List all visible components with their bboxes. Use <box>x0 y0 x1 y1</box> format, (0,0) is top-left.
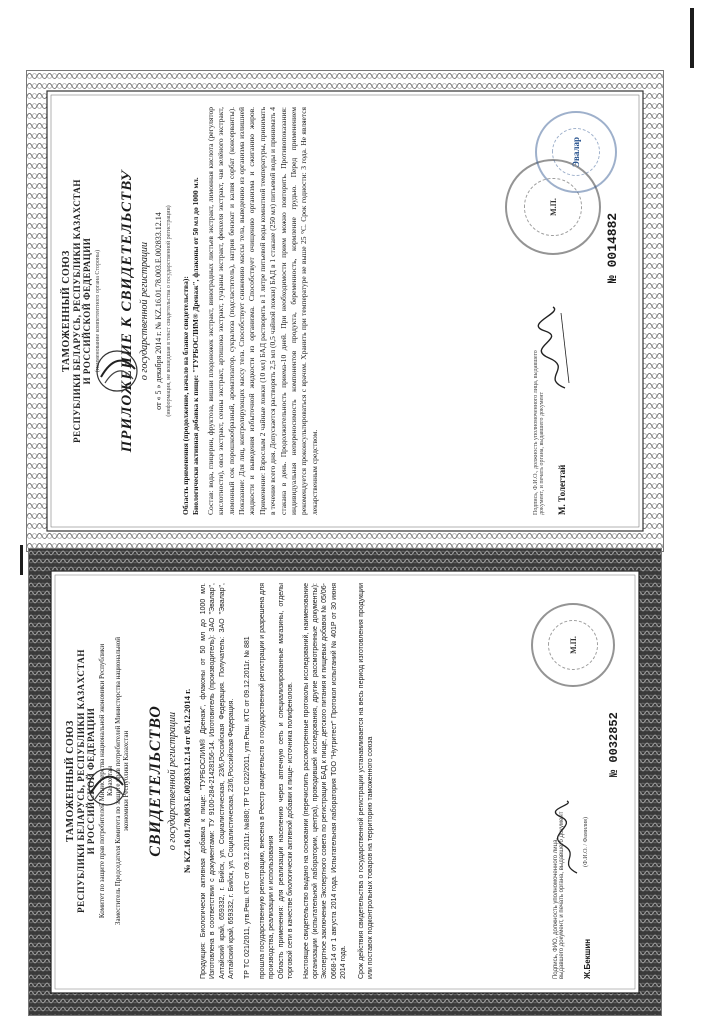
union-title: ТАМОЖЕННЫЙ СОЮЗ <box>65 720 76 842</box>
appendix-date-line: от « 5 » декабря 2014 г. № KZ.16.01.78.003.Е.002833.12.14 <box>154 212 163 410</box>
authority-line-2: Казахстан <box>106 766 114 796</box>
composition-body: Состав: вода, глицерин, фруктоза, вишни плодоножек экстракт, виноградных листьев экстракт, лимонная кислота (регулятор кислотности), овса экстракт, сенны экстракт, артишока экстракт, гуараны экстракт, фенхеля экстракт, чая зелёного экстракт, лимонный сок порошкообразный, ароматизатор, сукралоза (подсластитель), натрия бензоат и калия сорбат (консерванты). Показание: Для лиц, контролирующих массу тела. Способствует снижению массы тела, выведению из организма излишней жидкости и выведения избыточной жидкости из организма. Способствует очищению организма и сжиганию жиров. Применение: Взрослым 2 чайные ложки (10 мл) БАД растворить в 1 литре питьевой воды комнатной температуры, принимать в течение всего дня. Допускается растворять 2,5 мл (0,5 чайной ложки) БАД в 1 стакане (250 мл) питьевой воды и принимать 4 стакана в день. Продолжительность приема-10 дней. При необходимости прием можно повторить. Противопоказания: индивидуальная непереносимость компонентов продукта, беременность, кормление грудью. Перед применением рекомендуется проконсультироваться с врачом. Хранить при температуре не выше 25 °С. Срок годности: 3 года. Не является лекарственным средством. <box>205 107 319 515</box>
appendix-date-caption: (информация, не вошедшая в текст свидетельства о государственной регистрации) <box>166 205 172 417</box>
signer-name: М. Толегтай <box>557 464 567 515</box>
validity-text: Срок действия свидетельства о государственной регистрации устанавливается на весь период изготовления продукции или поставок подконтрольных товаров на территорию таможенного союза <box>357 583 375 979</box>
registry-text: прошла государственную регистрацию, внесена в Реестр свидетельств о государственной регистрации и разрешена для производства, реализации и использования <box>259 583 276 979</box>
stamp-mp: М.П. <box>524 178 581 235</box>
countries-line-2: И РОССИЙСКОЙ ФЕДЕРАЦИИ <box>82 237 92 385</box>
customs-union-emblem <box>79 759 135 815</box>
usage-text: Область применения: для реализации населению через аптечную сеть и специализированные магазины, отделы торговой сети в качестве биологически активной добавки к пище- источника полифенолов. <box>277 583 295 979</box>
appendix-subtitle: о государственной регистрации <box>139 241 150 381</box>
authority-line-3: Заместитель Председателя Комитета по защите прав потребителей Министерства национальной <box>114 636 122 926</box>
certificate-title: СВИДЕТЕЛЬСТВО <box>147 705 164 857</box>
manufacturer-logo-text: Эвалар <box>552 128 601 177</box>
signer-caption: (Ф.И.О. / Фамилия) <box>583 817 589 867</box>
stamp-mp: М.П. <box>548 620 598 670</box>
scope-line: Область применения (продолжение, начало на бланке свидетельства): <box>181 276 190 515</box>
scan-edge-right-top <box>690 8 694 68</box>
certificate-subtitle: о государственной регистрации <box>167 711 178 851</box>
signature-scribble <box>553 797 583 877</box>
authority-line-1: Комитет по защите прав потребителей Министерства национальной экономики Республики <box>98 643 106 919</box>
countries-line-1: РЕСПУБЛИКИ БЕЛАРУСЬ, РЕСПУБЛИКИ КАЗАХСТАН <box>72 179 82 443</box>
authority-line-4: экономики Республики Казахстан <box>122 730 130 832</box>
product-line: Биологически активная добавка к пище: "ТУРБОСЛИМ® Дренаж", флаконы от 50 мл до 1000 мл. <box>191 177 201 515</box>
appendix-certificate <box>26 70 664 552</box>
appendix-content <box>57 99 637 523</box>
product-description: Продукция: Биологически активная добавка к пище: "ТУРБОСЛИМ® Дренаж", флаконы от 50 мл до 1000 мл. Изготовлена в соответствии с документами: ТУ 9100-284-21428156-14. Изготовитель (производитель): ЗАО "Эвалар", Алтайский край, 659332, г. Бийск, ул. Социалистическая, 23/6,Российская Федерация. Получатель: ЗАО "Эвалар", Алтайский край, 659332, г. Бийск, ул. Социалистическая, 23/6,Российская Федерация. <box>200 583 236 979</box>
official-stamp <box>531 603 615 687</box>
countries-line-2: И РОССИЙСКОЙ ФЕДЕРАЦИИ <box>86 707 96 855</box>
signer-name: Ж.Бекшин <box>583 938 592 979</box>
authority-caption: (наименование компетентного органа Стороны) <box>95 249 101 373</box>
countries-line-1: РЕСПУБЛИКИ БЕЛАРУСЬ, РЕСПУБЛИКИ КАЗАХСТАН <box>76 649 86 913</box>
signature-caption: Подпись, Ф.И.О., должность уполномоченного лица, выдавшего документ, и печать органа, выдавшего документ <box>533 350 545 515</box>
manufacturer-stamp <box>535 111 617 193</box>
signature-scribble <box>535 303 575 393</box>
scan-edge-left <box>20 545 23 575</box>
union-title: ТАМОЖЕННЫЙ СОЮЗ <box>61 250 72 372</box>
customs-union-emblem <box>87 341 147 401</box>
basis-text: Настоящее свидетельство выдано на основании (перечислить рассмотренные протоколы исследований, наименование организации (испытательной лаборатории, центра), проводившей исследования, другие рассмотренные документы): Экспертное заключение Экспертного совета по регистрации БАД к пище, детского питания и пищевых добавок № 05/06-0668-14 от 1 августа 2014 года. Испытательная лаборатория ТОО "Нутритест" Протокол испытаний № 401Р от 30 июня 2014 года. <box>302 583 348 979</box>
certificate-serial-number: № 0032852 <box>607 712 621 777</box>
signature-caption: Подпись, ФИО, должность уполномоченного лица, выдавшего документ, и печать органа, выдавшего документ <box>553 811 565 979</box>
compliance-text: ТР ТС 021/2011, утв.Реш. КТС от 09.12.2011г. №880; ТР ТС 022/2011, утв.Реш. КТС от 09.12.2011г. № 881 <box>243 636 251 979</box>
registration-certificate <box>28 548 662 1016</box>
appendix-serial-number: № 0014882 <box>605 212 620 283</box>
certificate-content <box>61 575 633 987</box>
appendix-title: ПРИЛОЖЕНИЕ К СВИДЕТЕЛЬСТВУ <box>119 169 135 453</box>
certificate-number: № KZ.16.01.78.003.Е.002833.12.14 от 05.12.2014 г. <box>182 688 192 874</box>
